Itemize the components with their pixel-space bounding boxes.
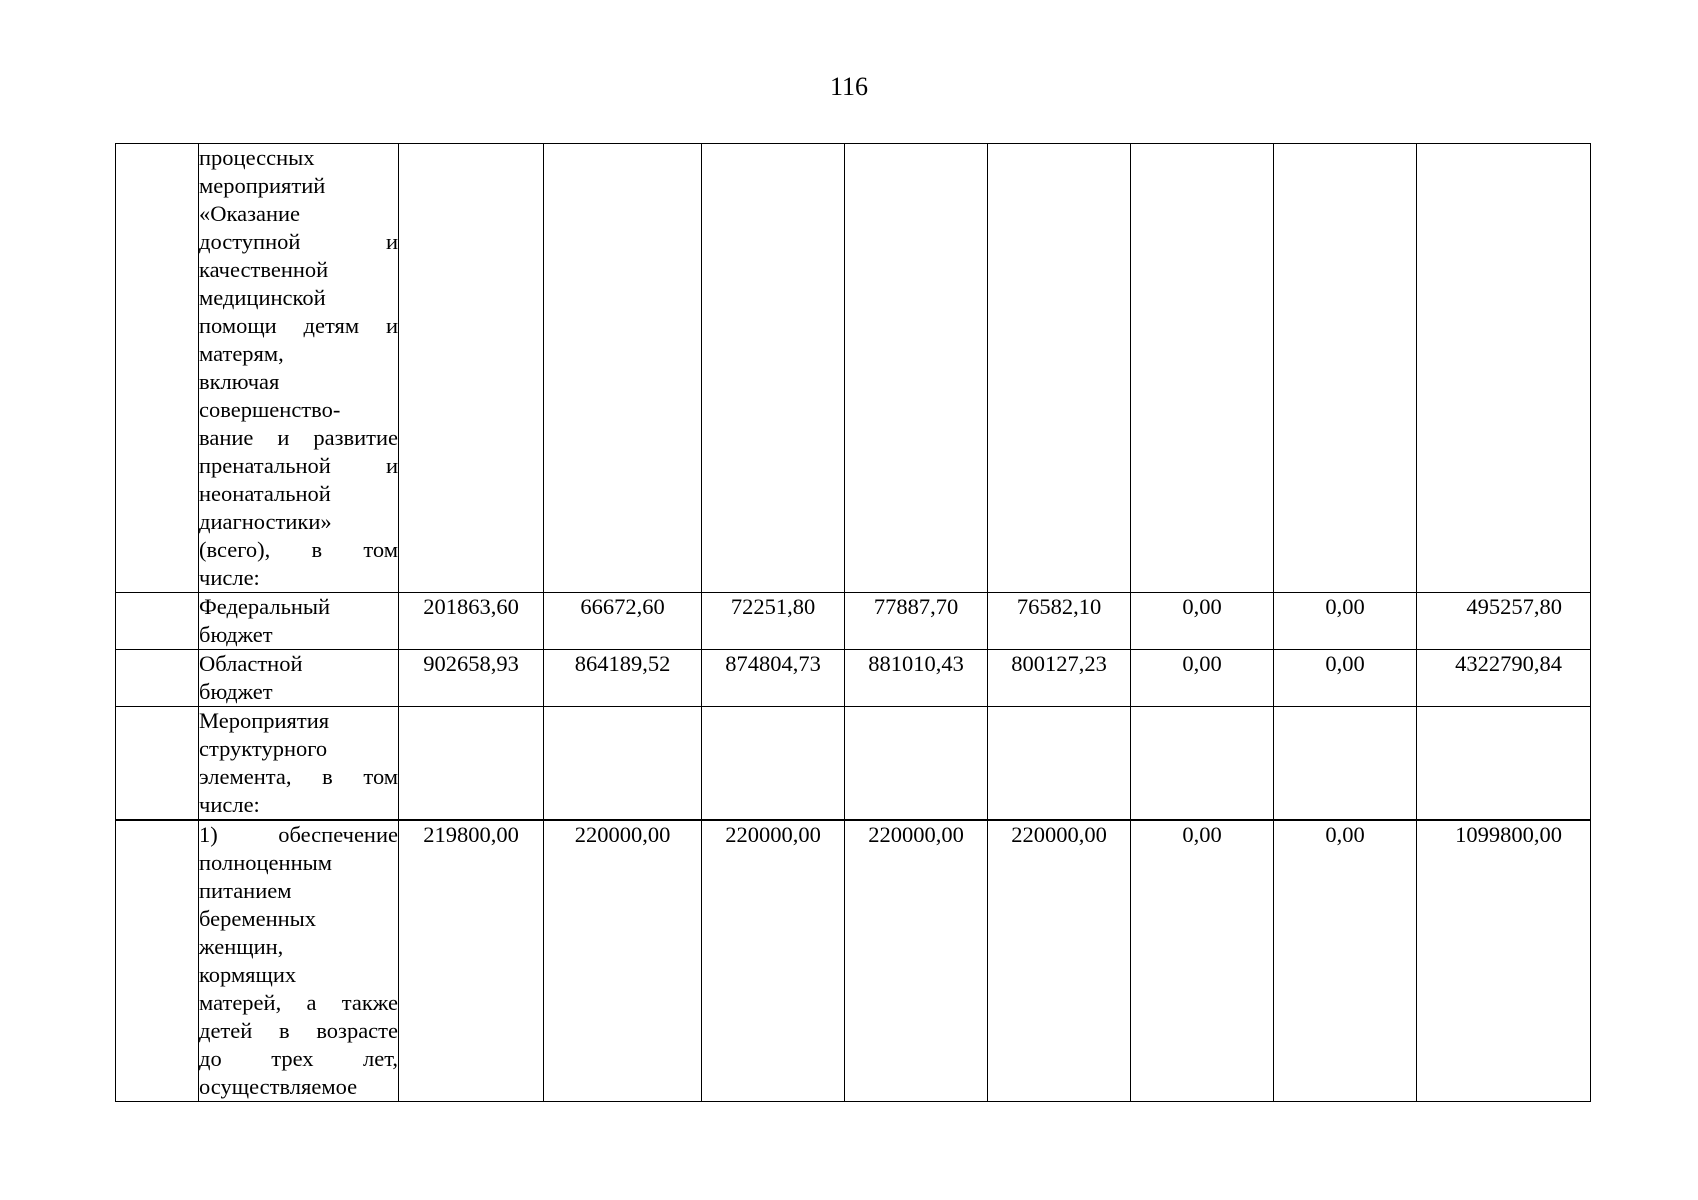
description-line: доступной и [199,229,398,254]
value-cell: 220000,00 [988,820,1131,1102]
value-cell: 0,00 [1131,650,1274,707]
total-value-cell: 495257,80 [1417,593,1591,650]
total-value-cell [1417,144,1591,593]
value-cell: 0,00 [1274,820,1417,1102]
description-line: Мероприятия [199,708,330,733]
value-cell: 0,00 [1274,593,1417,650]
value-cell: 874804,73 [702,650,845,707]
value-cell: 219800,00 [399,820,544,1102]
description-line: осуществляемое [199,1074,358,1099]
description-line: Федеральный [199,594,331,619]
value-cell: 902658,93 [399,650,544,707]
table-row [116,593,1591,650]
value-cell [399,144,544,593]
description-line: мероприятий [199,173,326,198]
value-cell: 66672,60 [544,593,702,650]
value-cell [988,707,1131,821]
description-line: до трех лет, [199,1046,398,1071]
value-cell: 72251,80 [702,593,845,650]
description-line: детей в возрасте [199,1018,398,1043]
row-number-cell [116,144,199,593]
value-cell: 76582,10 [988,593,1131,650]
row-description-cell [199,144,399,593]
row-number-cell [116,820,199,1102]
row-description-cell [199,707,399,821]
description-line: пренатальной и [199,453,398,478]
table-row [116,144,1591,593]
value-cell: 800127,23 [988,650,1131,707]
row-description-cell [199,593,399,650]
row-number-cell [116,650,199,707]
description-line: (всего), в том [199,537,398,562]
description-line: вание и развитие [199,425,398,450]
value-cell [1274,707,1417,821]
description-line: «Оказание [199,201,301,226]
table-row [116,707,1591,821]
description-line: неонатальной [199,481,331,506]
description-line: полноценным [199,850,332,875]
description-line: элемента, в том [199,764,398,789]
table-row [116,650,1591,707]
value-cell: 220000,00 [845,820,988,1102]
value-cell: 864189,52 [544,650,702,707]
description-line: числе: [199,565,260,590]
value-cell [845,144,988,593]
description-line: матерей, а также [199,990,398,1015]
value-cell [1274,144,1417,593]
description-line: беременных [199,906,317,931]
value-cell [399,707,544,821]
budget-table [115,143,1591,1102]
description-line: процессных [199,145,315,170]
description-line: медицинской [199,285,326,310]
value-cell [1131,707,1274,821]
description-line: бюджет [199,622,273,647]
value-cell [1131,144,1274,593]
row-number-cell [116,707,199,821]
description-line: структурного [199,736,328,761]
value-cell: 881010,43 [845,650,988,707]
description-line: питанием [199,878,292,903]
value-cell: 0,00 [1131,593,1274,650]
value-cell [988,144,1131,593]
total-value-cell [1417,707,1591,821]
value-cell [544,144,702,593]
description-line: включая [199,369,280,394]
value-cell: 220000,00 [702,820,845,1102]
value-cell [702,707,845,821]
value-cell: 220000,00 [544,820,702,1102]
description-line: совершенство- [199,397,341,422]
page-number: 116 [829,72,869,101]
table-body [116,144,1591,1102]
description-line: Областной [199,651,303,676]
description-line: матерям, [199,341,284,366]
row-description-cell [199,650,399,707]
description-line: качественной [199,257,329,282]
total-value-cell: 1099800,00 [1417,820,1591,1102]
row-description-cell [199,820,399,1102]
value-cell [845,707,988,821]
value-cell: 0,00 [1274,650,1417,707]
table-row [116,820,1591,1102]
description-line: бюджет [199,679,273,704]
value-cell [702,144,845,593]
row-number-cell [116,593,199,650]
description-line: 1) обеспечение [199,822,398,847]
value-cell: 0,00 [1131,820,1274,1102]
description-line: числе: [199,792,260,817]
description-line: женщин, [199,934,284,959]
description-line: помощи детям и [199,313,398,338]
value-cell: 201863,60 [399,593,544,650]
value-cell: 77887,70 [845,593,988,650]
description-line: диагностики» [199,509,332,534]
description-line: кормящих [199,962,297,987]
total-value-cell: 4322790,84 [1417,650,1591,707]
value-cell [544,707,702,821]
